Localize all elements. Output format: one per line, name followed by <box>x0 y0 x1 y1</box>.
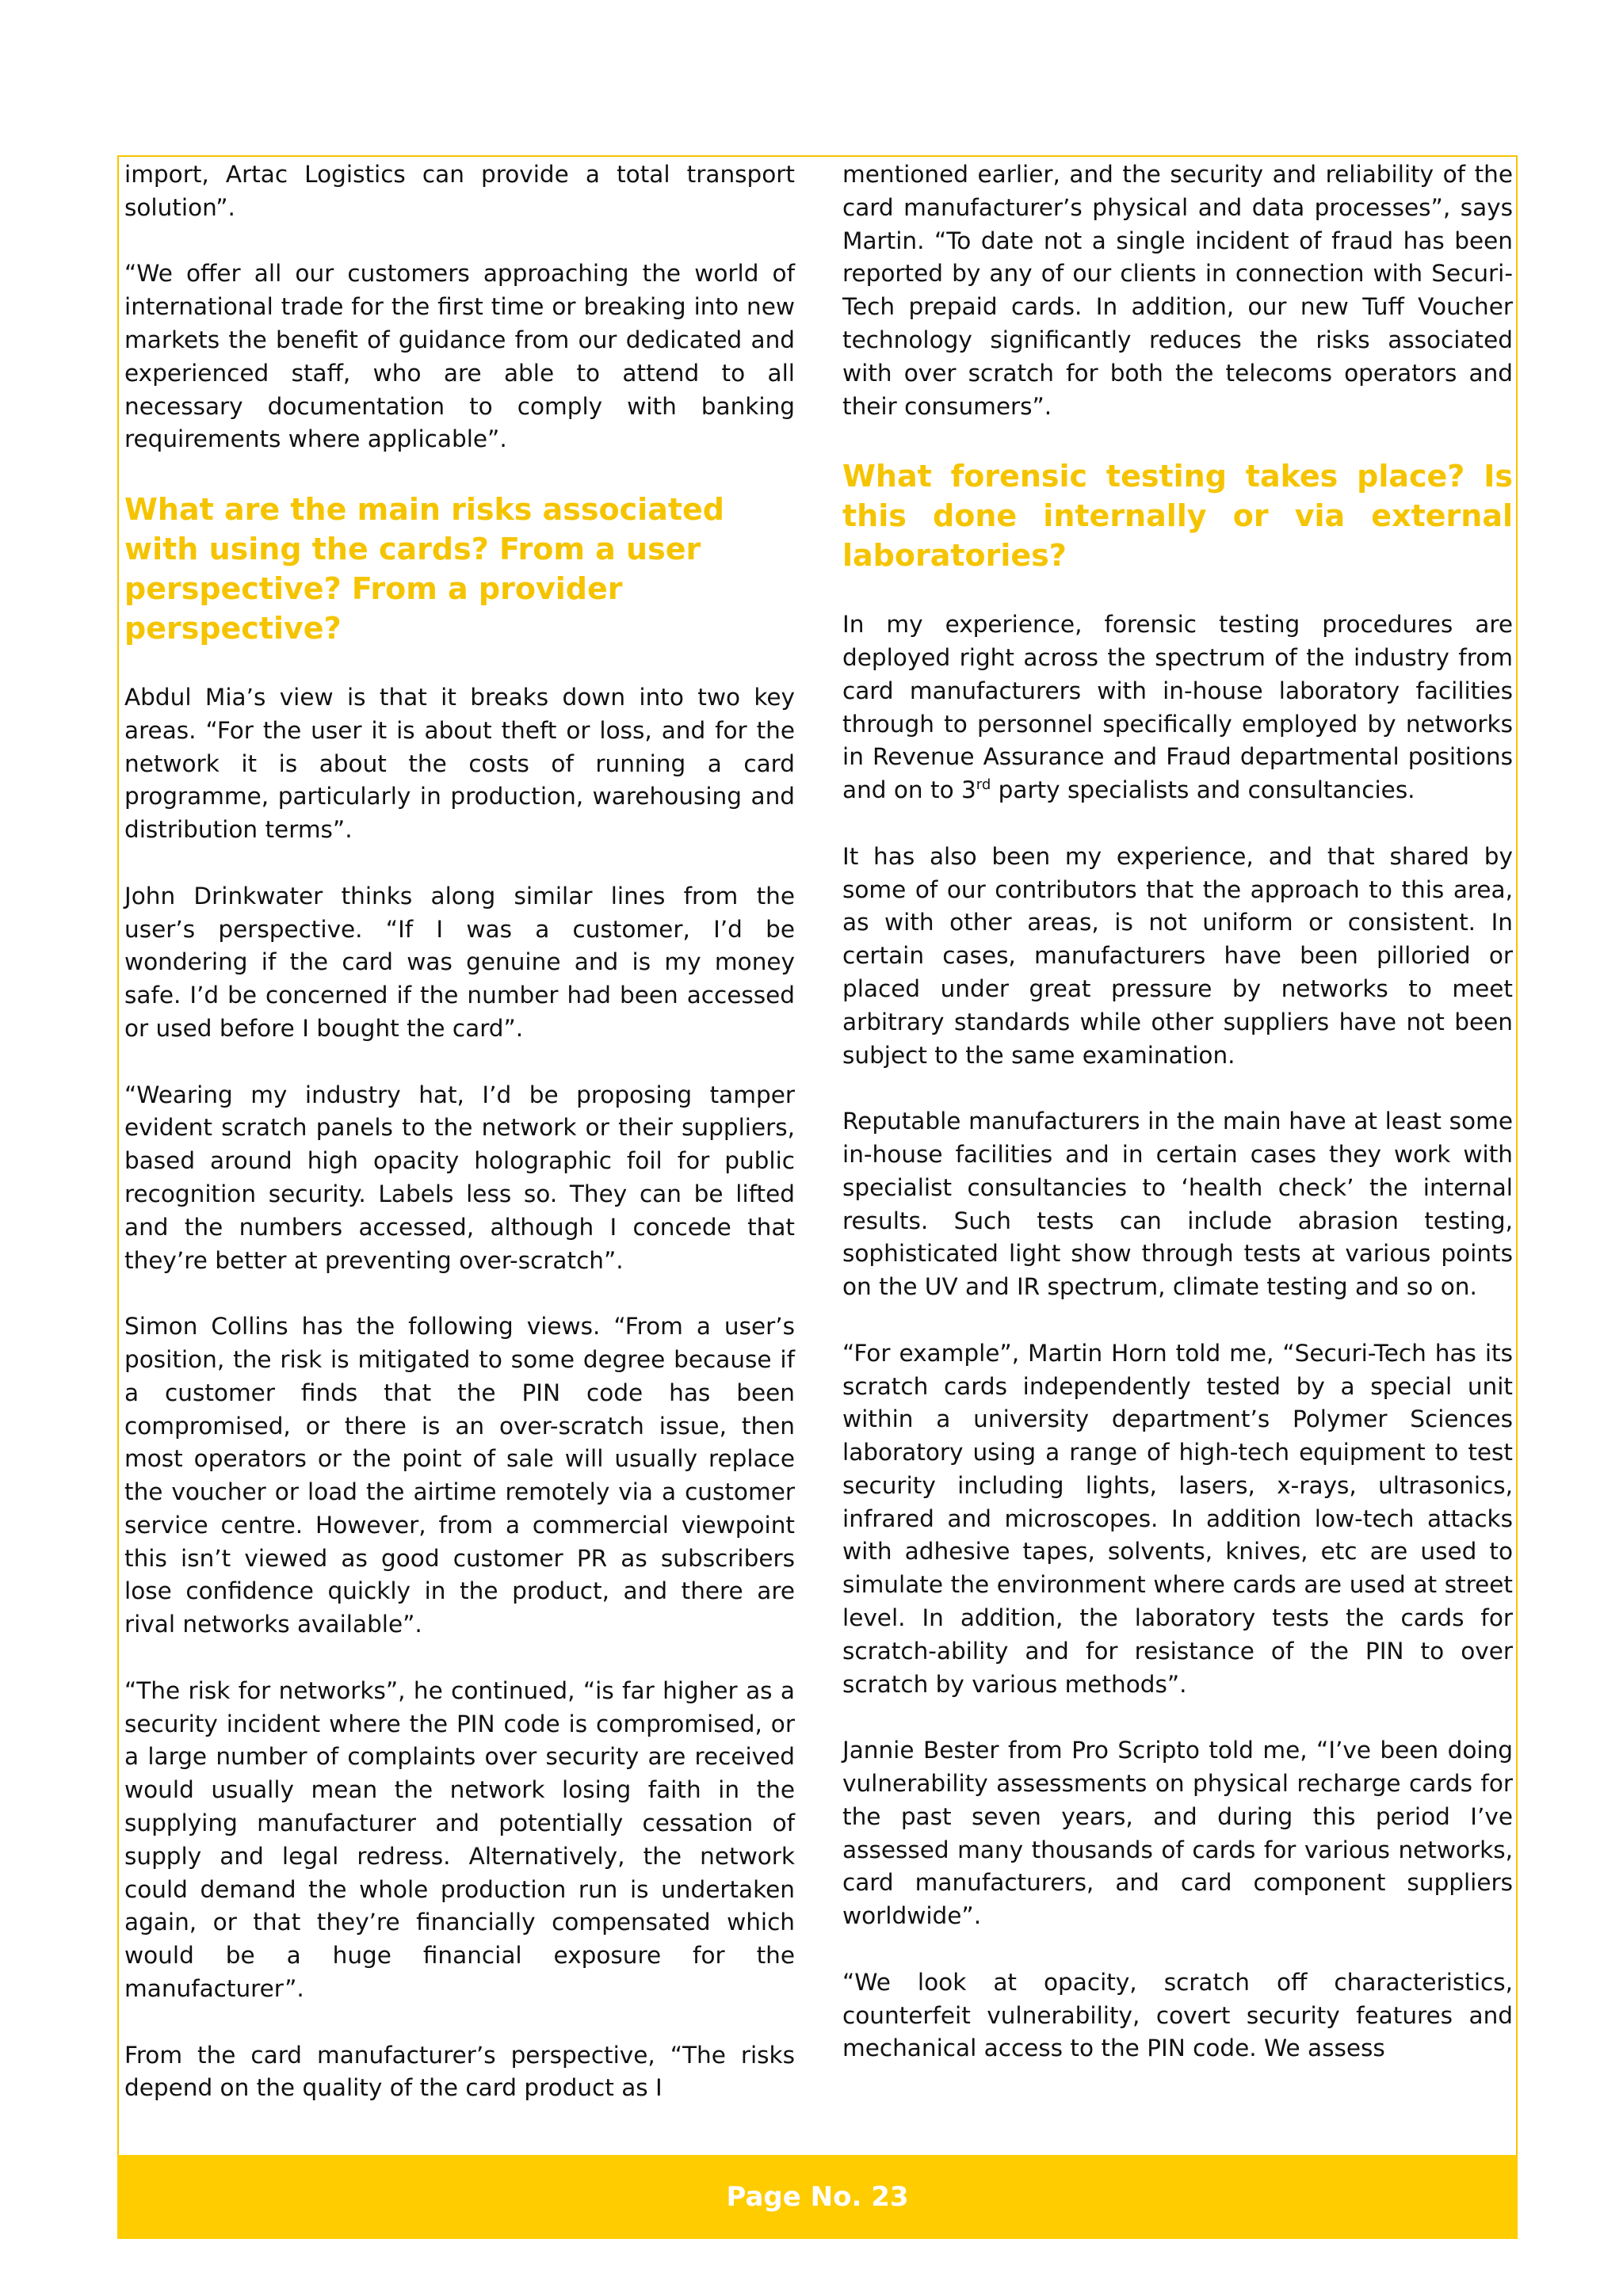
paragraph: From the card manufacturer’s perspective, “The risks depend on the quality of the card product as I <box>124 2041 795 2102</box>
section-heading: What forensic testing takes place? Is this done internally or via external laboratories? <box>842 459 1513 574</box>
paragraph <box>842 608 1513 807</box>
section-heading: What are the main risks associated with using the cards? From a user perspective? From a provider perspective? <box>124 491 724 646</box>
paragraph: “Wearing my industry hat, I’d be proposing tamper evident scratch panels to the network or their suppliers, based around high opacity holographic foil for public recognition security. Labels less so. They can be lifted and the numbers accessed, although I concede that they’re better at preventing over-scratch”. <box>124 1081 795 1274</box>
paragraph: “For example”, Martin Horn told me, “Securi-Tech has its scratch cards independently tested by a special unit within a university department’s Polymer Sciences laboratory using a range of high-tech equipment to test security including lights, lasers, x-rays, ultrasonics, infrared and microscopes. In addition low-tech attacks with adhesive tapes, solvents, knives, etc are used to simulate the environment where cards are used at street level. In addition, the laboratory tests the cards for scratch-ability and for resistance of the PIN to over scratch by various methods”. <box>842 1339 1513 1698</box>
paragraph: “We offer all our customers approaching the world of international trade for the first time or breaking into new markets the benefit of guidance from our dedicated and experienced staff, who are able to attend to all necessary documentation to comply with banking requirements where applicable”. <box>124 260 795 453</box>
paragraph: It has also been my experience, and that shared by some of our contributors that the approach to this area, as with other areas, is not uniform or consistent. In certain cases, manufacturers have been pilloried or placed under great pressure by networks to meet arbitrary standards while other suppliers have not been subject to the same examination. <box>842 842 1513 1069</box>
paragraph: John Drinkwater thinks along similar lines from the user’s perspective. “If I was a customer, I’d be wondering if the card was genuine and is my money safe. I’d be concerned if the number had been accessed or used before I bought the card”. <box>124 882 795 1042</box>
paragraph: mentioned earlier, and the security and reliability of the card manufacturer’s physical and data processes”, says Martin. “To date not a single incident of fraud has been reported by any of our clients in connection with Securi-Tech prepaid cards. In addition, our new Tuff Voucher technology significantly reduces the risks associated with over scratch for both the telecoms operators and their consumers”. <box>842 161 1513 420</box>
paragraph: import, Artac Logistics can provide a total transport solution”. <box>124 161 795 221</box>
paragraph: Simon Collins has the following views. “From a user’s position, the risk is mitigated to some degree because if a customer finds that the PIN code has been compromised, or there is an over-scratch issue, then most operators or the point of sale will usually replace the voucher or load the airtime remotely via a customer service centre. However, from a commercial viewpoint this isn’t viewed as good customer PR as subscribers lose confidence quickly in the product, and there are rival networks available”. <box>124 1313 795 1638</box>
right-column <box>842 158 1513 2155</box>
article-columns <box>123 158 1514 2155</box>
paragraph-text: In my experience, forensic testing procedures are deployed right across the spectrum of the industry from card manufacturers with in-house laboratory facilities through to personnel specifically employed by networks in Revenue Assurance and Fraud departmental positions and on to 3 <box>842 611 1513 804</box>
paragraph: Reputable manufacturers in the main have at least some in-house facilities and in certain cases they work with specialist consultancies to ‘health check’ the internal results. Such tests can include abrasion testing, sophisticated light show through tests at various points on the UV and IR spectrum, climate testing and so on. <box>842 1108 1513 1301</box>
paragraph: “We look at opacity, scratch off characteristics, counterfeit vulnerability, covert security features and mechanical access to the PIN code. We assess <box>842 1968 1513 2062</box>
left-column <box>124 158 795 2155</box>
paragraph: Abdul Mia’s view is that it breaks down into two key areas. “For the user it is about theft or loss, and for the network it is about the costs of running a card programme, particularly in production, warehousing and distribution terms”. <box>124 683 795 844</box>
paragraph: “The risk for networks”, he continued, “is far higher as a security incident where the PIN code is compromised, or a large number of complaints over security are received would usually mean the network losing faith in the supplying manufacturer and potentially cessation of supply and legal redress. Alternatively, the network could demand the whole production run is undertaken again, or that they’re financially compensated which would be a huge financial exposure for the manufacturer”. <box>124 1676 795 2003</box>
paragraph-text: party specialists and consultancies. <box>991 776 1415 804</box>
page-number: Page No. 23 <box>726 2181 909 2213</box>
footer-bar <box>117 2155 1518 2239</box>
paragraph: Jannie Bester from Pro Scripto told me, “I’ve been doing vulnerability assessments on physical recharge cards for the past seven years, and during this period I’ve assessed many thousands of cards for various networks, card manufacturers, and card component suppliers worldwide”. <box>842 1737 1513 1930</box>
superscript: rd <box>976 776 991 794</box>
